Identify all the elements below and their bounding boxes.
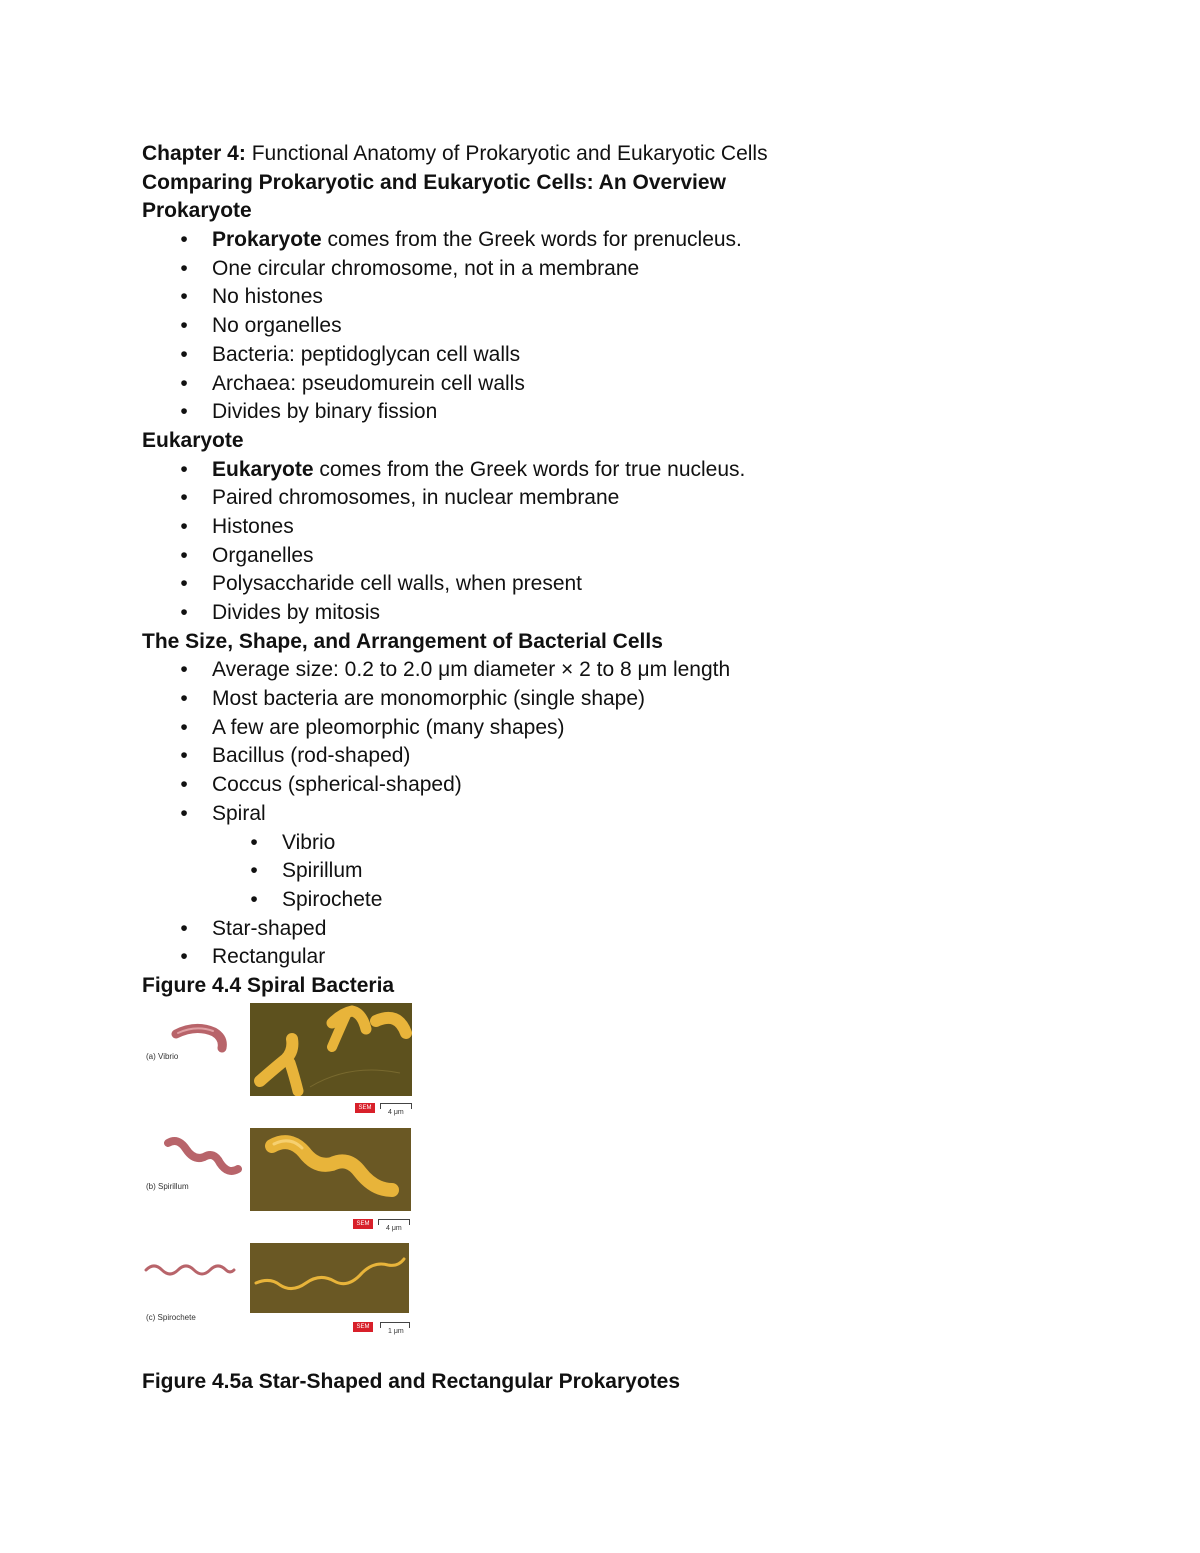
list-item-text: Coccus (spherical-shaped) — [212, 773, 462, 797]
list-item — [142, 656, 1042, 685]
list-item-text: Polysaccharide cell walls, when present — [212, 572, 583, 596]
figure-panel-label: (a) Vibrio — [146, 1052, 179, 1061]
list-item-text: A few are pleomorphic (many shapes) — [212, 715, 565, 739]
bullet-icon: • — [180, 457, 188, 481]
spirillum-drawing — [162, 1135, 244, 1183]
list-item — [142, 915, 1042, 944]
chapter-title-text: Functional Anatomy of Prokaryotic and Eukaryotic Cells — [245, 142, 768, 165]
scale-label: 4 μm — [388, 1109, 404, 1116]
figure-4-4-caption: Figure 4.4 Spiral Bacteria — [142, 973, 395, 997]
bullet-icon: • — [250, 859, 258, 883]
list-item — [142, 283, 1042, 312]
bullet-icon: • — [180, 572, 188, 596]
list-item-text: Archaea: pseudomurein cell walls — [212, 371, 525, 395]
list-item-text: Rectangular — [212, 945, 326, 969]
bullet-icon: • — [250, 887, 258, 911]
list-item-text: Paired chromosomes, in nuclear membrane — [212, 486, 620, 510]
list-item — [142, 513, 1042, 542]
list-item-text: Organelles — [212, 543, 314, 567]
scale-label: 4 μm — [386, 1225, 402, 1232]
bullet-icon: • — [180, 285, 188, 309]
list-item-text: Bacteria: peptidoglycan cell walls — [212, 342, 521, 366]
scale-label: 1 μm — [388, 1328, 404, 1335]
bullet-icon: • — [180, 601, 188, 624]
list-item — [142, 685, 1042, 714]
spirillum-micrograph — [250, 1128, 411, 1211]
list-item-text: Divides by mitosis — [212, 601, 381, 624]
term-bold: Eukaryote — [212, 457, 314, 481]
list-item-text: Spirochete — [282, 887, 383, 911]
list-item-text: Histones — [212, 514, 294, 538]
list-item — [142, 742, 1042, 771]
list-item — [142, 943, 1042, 972]
bullet-icon: • — [180, 314, 188, 338]
list-item — [142, 599, 1042, 628]
list-item-text: Average size: 0.2 to 2.0 μm diameter × 2 to 8 μm length — [212, 658, 731, 682]
term-definition: comes from the Greek words for true nucleus. — [313, 457, 746, 481]
bullet-icon: • — [180, 400, 188, 424]
list-item-text: Divides by binary fission — [212, 400, 438, 424]
list-item — [142, 771, 1042, 800]
list-item — [142, 255, 1042, 284]
list-item-text: One circular chromosome, not in a membrane — [212, 256, 640, 280]
list-item — [142, 398, 1042, 427]
sub-list-item — [142, 857, 1042, 886]
list-item — [142, 714, 1042, 743]
sub-list-item — [142, 829, 1042, 858]
bullet-icon: • — [180, 801, 188, 825]
document-text — [142, 140, 1042, 1001]
vibrio-micrograph — [250, 1003, 412, 1096]
bullet-icon: • — [180, 514, 188, 538]
list-item — [142, 484, 1042, 513]
bullet-icon: • — [180, 744, 188, 768]
bullet-icon: • — [180, 342, 188, 366]
spirochete-drawing — [142, 1258, 238, 1280]
list-item — [142, 570, 1042, 599]
list-item-text: Vibrio — [282, 830, 336, 854]
sub-list-item — [142, 886, 1042, 915]
bullet-icon: • — [180, 715, 188, 739]
spirochete-micrograph — [250, 1243, 409, 1313]
bullet-icon: • — [180, 687, 188, 711]
sem-tag: SEM — [353, 1322, 373, 1332]
prokaryote-heading: Prokaryote — [142, 199, 252, 223]
term-bold: Prokaryote — [212, 228, 322, 252]
list-item-text: No organelles — [212, 314, 342, 338]
list-item — [142, 312, 1042, 341]
bullet-icon: • — [180, 543, 188, 567]
list-item — [142, 226, 1042, 255]
list-item — [142, 542, 1042, 571]
sem-tag: SEM — [355, 1103, 375, 1113]
list-item-text: Spirillum — [282, 859, 363, 883]
list-item-text: Star-shaped — [212, 916, 327, 940]
list-item — [142, 341, 1042, 370]
bullet-icon: • — [250, 830, 258, 854]
bullet-icon: • — [180, 916, 188, 940]
bullet-icon: • — [180, 773, 188, 797]
bullet-icon: • — [180, 256, 188, 280]
figure-panel-label: (c) Spirochete — [146, 1313, 196, 1322]
bullet-icon: • — [180, 486, 188, 510]
figure-4-5a-caption: Figure 4.5a Star-Shaped and Rectangular Prokaryotes — [142, 1370, 681, 1393]
list-item-text: No histones — [212, 285, 323, 309]
eukaryote-heading: Eukaryote — [142, 428, 244, 452]
bullet-icon: • — [180, 945, 188, 969]
list-item — [142, 370, 1042, 399]
term-definition: comes from the Greek words for prenucleus. — [321, 228, 742, 252]
overview-heading: Comparing Prokaryotic and Eukaryotic Cells: An Overview — [142, 170, 726, 194]
list-item-text: Most bacteria are monomorphic (single shape) — [212, 687, 646, 711]
bullet-icon: • — [180, 228, 188, 252]
bullet-icon: • — [180, 658, 188, 682]
list-item — [142, 800, 1042, 829]
list-item-text: Bacillus (rod-shaped) — [212, 744, 411, 768]
figure-panel-label: (b) Spirillum — [146, 1182, 189, 1191]
vibrio-drawing — [170, 1022, 230, 1056]
sem-tag: SEM — [353, 1219, 373, 1229]
list-item-text: Spiral — [212, 801, 266, 825]
list-item — [142, 456, 1042, 485]
chapter-label: Chapter 4: — [142, 142, 246, 165]
bullet-icon: • — [180, 371, 188, 395]
bacterial-cells-heading: The Size, Shape, and Arrangement of Bacterial Cells — [142, 629, 663, 653]
chapter-title — [142, 140, 1042, 169]
